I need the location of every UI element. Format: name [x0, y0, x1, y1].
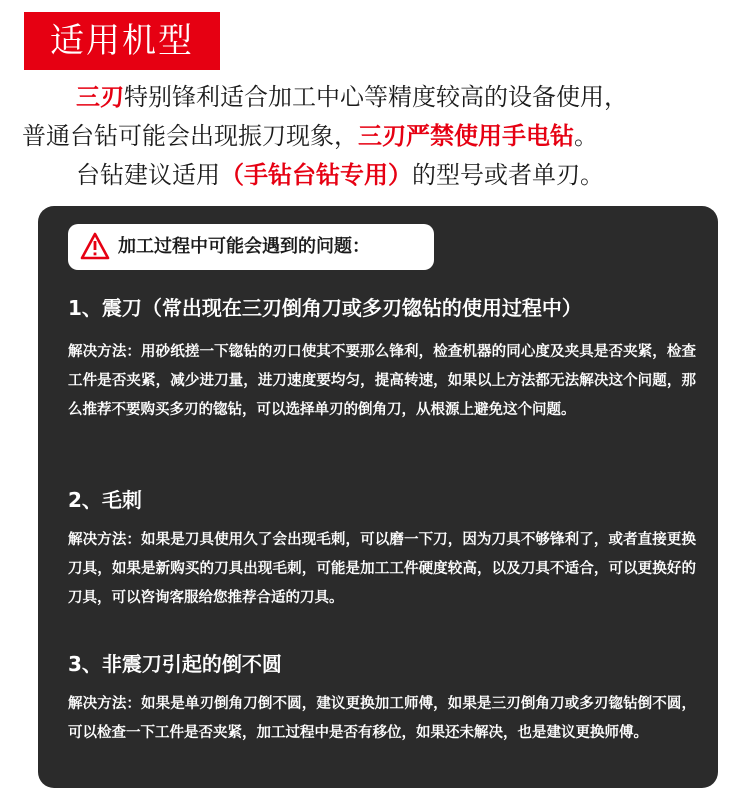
problem-1-solution: 解决方法：用砂纸搓一下锪钻的刃口使其不要那么锋利，检查机器的同心度及夹具是否夹紧，检查工件是否夹紧，减少进刀量，进刀速度要均匀，提高转速，如果以上方法都无法解决这个问题，那么推荐不要购买多刃的锪钻，可以选择单刃的倒角刀，从根源上避免这个问题。	[68, 344, 696, 418]
section-title: 适用机型	[24, 12, 220, 70]
intro-line-2-end: 。	[574, 122, 598, 150]
intro-highlight-three-flute: 三刃	[76, 83, 124, 111]
intro-line-3-end: 的型号或者单刃。	[412, 161, 604, 189]
problem-1-title: 1、震刀（常出现在三刃倒角刀或多刃锪钻的使用过程中）	[68, 296, 582, 320]
intro-highlight-drill-press: （手钻台钻专用）	[220, 161, 412, 189]
intro-text	[0, 78, 750, 195]
intro-line-1-text: 特别锋利适合加工中心等精度较高的设备使用，	[124, 83, 628, 111]
problem-2-title: 2、毛刺	[68, 488, 142, 512]
problems-panel	[38, 206, 718, 788]
intro-line-3	[0, 156, 750, 195]
intro-line-3-text: 台钻建议适用	[76, 161, 220, 189]
warning-header	[68, 224, 434, 270]
intro-highlight-no-hand-drill: 三刃严禁使用手电钻	[358, 122, 574, 150]
problem-3-solution: 解决方法：如果是单刃倒角刀倒不圆，建议更换加工师傅，如果是三刃倒角刀或多刃锪钻倒不圆，可以检查一下工件是否夹紧，加工过程中是否有移位，如果还未解决，也是建议更换师傅。	[68, 696, 696, 741]
problem-2-solution: 解决方法：如果是刀具使用久了会出现毛刺，可以磨一下刀，因为刀具不够锋利了，或者直接更换刀具，如果是新购买的刀具出现毛刺，可能是加工工件硬度较高，以及刀具不适合，可以更换好的刀具，可以咨询客服给您推荐合适的刀具。	[68, 532, 696, 606]
intro-line-2-text: 普通台钻可能会出现振刀现象，	[22, 122, 358, 150]
problem-3-title: 3、非震刀引起的倒不圆	[68, 652, 282, 676]
warning-text: 加工过程中可能会遇到的问题：	[118, 236, 370, 257]
warning-triangle-icon	[80, 232, 110, 260]
intro-line-2	[0, 117, 750, 156]
intro-line-1	[0, 78, 750, 117]
